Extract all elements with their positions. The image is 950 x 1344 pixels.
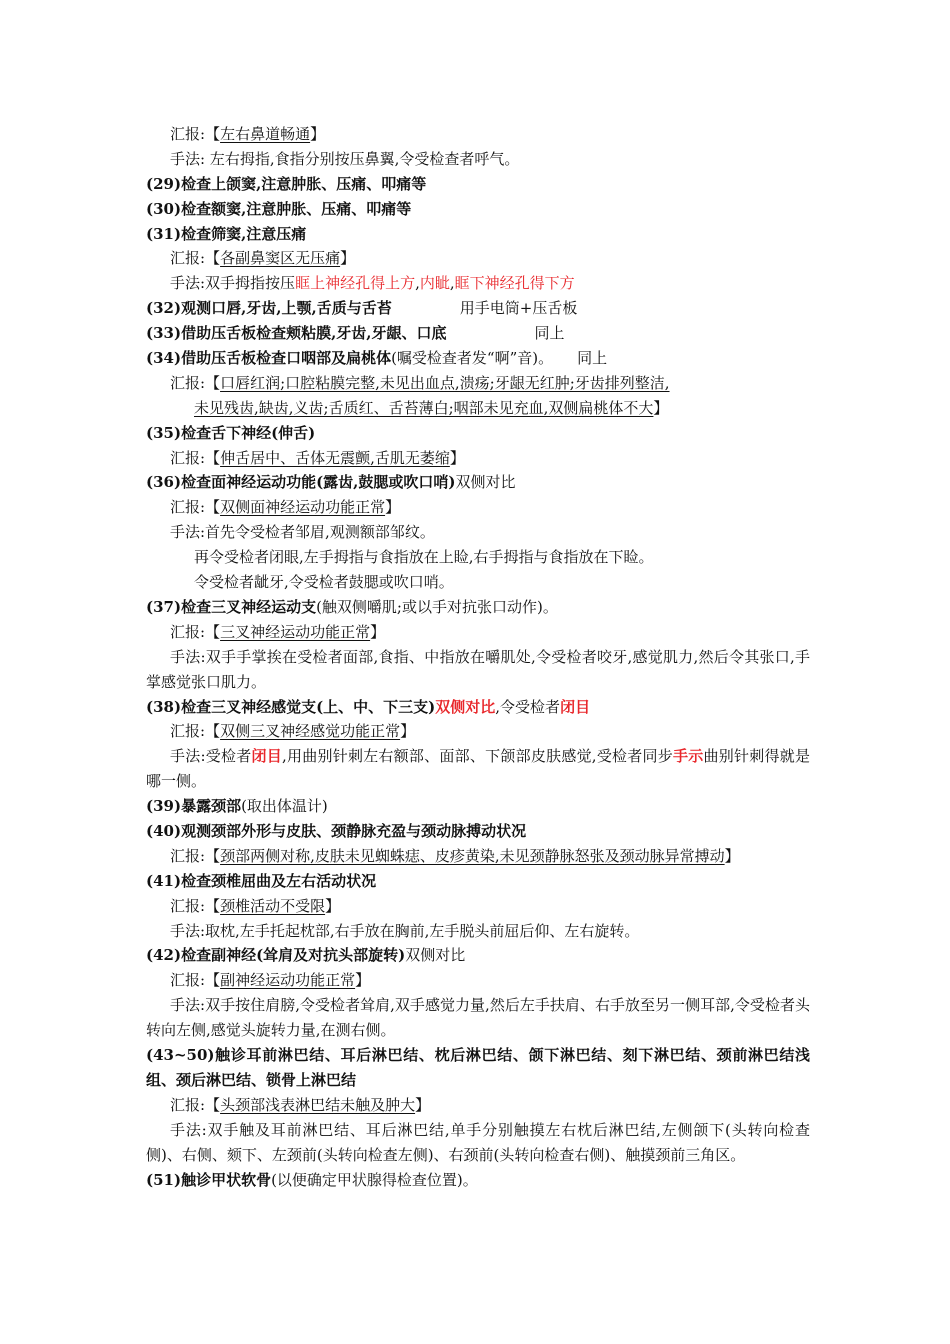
report-bracket: 】 xyxy=(449,448,465,467)
item-note: 同上 xyxy=(577,349,608,368)
report-text: 颈椎活动不受限 xyxy=(220,896,326,915)
report-line xyxy=(146,396,810,421)
item-title: (42)检查副神经(耸肩及对抗头部旋转) xyxy=(146,946,406,965)
document-body xyxy=(146,122,810,1192)
report-label: 汇报:【 xyxy=(170,1095,221,1114)
report-bracket: 】 xyxy=(340,249,356,268)
report-label: 汇报:【 xyxy=(170,125,221,143)
method-paragraph: 手法:双手手掌挨在受检者面部,食指、中指放在嚼肌处,令受检者咬牙,感觉肌力,然后令其张口,手掌感觉张口肌力。 xyxy=(146,647,810,691)
item-heading xyxy=(146,595,810,620)
item-title: (32)观测口唇,牙齿,上颚,舌质与舌苔 xyxy=(146,299,392,318)
report-line xyxy=(146,844,810,869)
method-text: 曲别针刺得就是哪一侧。 xyxy=(146,747,810,791)
report-text: 伸舌居中、舌体无震颤,舌肌无萎缩 xyxy=(220,448,450,467)
item-heading xyxy=(146,794,810,819)
item-note: 双侧对比 xyxy=(455,473,516,492)
report-bracket: 】 xyxy=(415,1095,431,1114)
report-line xyxy=(146,620,810,645)
item-heading xyxy=(146,346,810,371)
report-label: 汇报:【 xyxy=(170,373,221,392)
report-label: 汇报:【 xyxy=(170,722,221,741)
item-title: (39)暴露颈部 xyxy=(146,797,242,816)
report-line xyxy=(146,719,810,744)
report-bracket: 】 xyxy=(400,722,416,741)
item-heading xyxy=(146,296,810,321)
report-text: 三叉神经运动功能正常 xyxy=(220,622,371,641)
report-label: 汇报:【 xyxy=(170,249,221,268)
method-text: , xyxy=(449,274,455,293)
report-line xyxy=(146,446,810,471)
report-bracket: 】 xyxy=(370,622,386,641)
report-line xyxy=(146,968,810,993)
item-heading: (29)检查上颌窦,注意肿胀、压痛、叩痛等 xyxy=(146,174,427,193)
report-label: 汇报:【 xyxy=(170,971,221,990)
item-heading: (35)检查舌下神经(伸舌) xyxy=(146,423,316,442)
item-heading xyxy=(146,695,810,720)
report-bracket: 】 xyxy=(355,971,371,990)
method-paragraph: 手法:双手按住肩膀,令受检者耸肩,双手感觉力量,然后左手扶肩、右手放至另一侧耳部,令受检者头转向左侧,感觉头旋转力量,在测右侧。 xyxy=(146,996,810,1040)
method-text: , xyxy=(415,274,420,293)
method-text: 手法:受检者 xyxy=(170,747,252,766)
item-note: (取出体温计) xyxy=(241,797,328,816)
item-heading: (30)检查额窦,注意肿胀、压痛、叩痛等 xyxy=(146,199,412,218)
highlight-text: 内眦 xyxy=(419,274,450,293)
report-text: 颈部两侧对称,皮肤未见蜘蛛痣、皮疹黄染,未见颈静脉怒张及颈动脉异常搏动 xyxy=(220,846,725,865)
item-title: (38)检查三叉神经感觉支(上、中、下三支) xyxy=(146,697,436,716)
highlight-text: 双侧对比 xyxy=(435,697,496,716)
report-bracket: 】 xyxy=(310,125,326,143)
method-line: 令受检者龇牙,令受检者鼓腮或吹口哨。 xyxy=(194,573,454,592)
report-label: 汇报:【 xyxy=(170,896,221,915)
report-bracket: 】 xyxy=(653,398,669,417)
report-bracket: 】 xyxy=(385,498,401,517)
method-line: 手法:首先令受检者邹眉,观测额部邹纹。 xyxy=(170,523,435,542)
item-title: (33)借助压舌板检查颊粘膜,牙齿,牙龈、口底 xyxy=(146,324,447,343)
report-label: 汇报:【 xyxy=(170,846,221,865)
report-line xyxy=(146,371,810,396)
method-paragraph xyxy=(146,744,810,794)
item-heading: (43~50)触诊耳前淋巴结、耳后淋巴结、枕后淋巴结、颌下淋巴结、刻下淋巴结、颈前淋巴结浅组、颈后淋巴结、锁骨上淋巴结 xyxy=(146,1046,810,1089)
method-line: 再令受检者闭眼,左手拇指与食指放在上睑,右手拇指与食指放在下睑。 xyxy=(194,548,654,567)
item-heading xyxy=(146,1168,810,1193)
report-bracket: 】 xyxy=(325,896,341,915)
method-text: ,用曲别针刺左右额部、面部、下颌部皮肤感觉,受检者同步 xyxy=(281,747,674,766)
item-title: (34)借助压舌板检查口咽部及扁桃体 xyxy=(146,349,392,368)
report-line xyxy=(146,1093,810,1118)
report-bracket: 】 xyxy=(724,846,740,865)
item-heading: (40)观测颈部外形与皮肤、颈静脉充盈与颈动脉搏动状况 xyxy=(146,822,527,840)
item-note: ,令受检者 xyxy=(495,697,561,716)
item-note: (触双侧嚼肌;或以手对抗张口动作)。 xyxy=(316,597,558,616)
report-line xyxy=(146,495,810,520)
report-text: 双侧面神经运动功能正常 xyxy=(220,498,386,517)
item-title: (37)检查三叉神经运动支 xyxy=(146,597,317,616)
report-line xyxy=(146,122,810,147)
report-text: 双侧三叉神经感觉功能正常 xyxy=(220,722,401,741)
item-note: 双侧对比 xyxy=(405,946,466,965)
item-heading xyxy=(146,321,810,346)
item-title: (36)检查面神经运动功能(露齿,鼓腮或吹口哨) xyxy=(146,473,456,492)
report-text: 头颈部浅表淋巴结未触及肿大 xyxy=(220,1095,416,1114)
report-text: 未见残齿,缺齿,义齿;舌质红、舌苔薄白;咽部未见充血,双侧扁桃体不大 xyxy=(194,398,654,417)
item-heading xyxy=(146,943,810,968)
report-text: 口唇红润;口腔粘膜完整,未见出血点,溃疡;牙龈无红肿;牙齿排列整洁, xyxy=(220,373,670,392)
highlight-text: 闭目 xyxy=(251,747,282,766)
method-line xyxy=(146,271,810,296)
report-label: 汇报:【 xyxy=(170,448,221,467)
highlight-text: 眶下神经孔得下方 xyxy=(454,274,575,293)
item-note: 同上 xyxy=(534,324,565,343)
item-heading: (31)检查筛窦,注意压痛 xyxy=(146,224,307,243)
item-note: (嘱受检查者发“啊”音)。 xyxy=(391,349,554,368)
highlight-text: 眶上神经孔得上方 xyxy=(295,274,416,293)
report-line xyxy=(146,246,810,271)
method-line: 手法: 左右拇指,食指分别按压鼻翼,令受检查者呼气。 xyxy=(170,149,520,168)
report-label: 汇报:【 xyxy=(170,622,221,641)
item-title: (51)触诊甲状软骨 xyxy=(146,1170,272,1189)
item-note: (以便确定甲状腺得检查位置)。 xyxy=(271,1170,478,1189)
report-line xyxy=(146,894,810,919)
method-text: 手法:双手拇指按压 xyxy=(170,274,296,293)
report-text: 各副鼻窦区无压痛 xyxy=(220,249,341,268)
report-label: 汇报:【 xyxy=(170,498,221,517)
item-heading xyxy=(146,470,810,495)
method-line: 手法:取枕,左手托起枕部,右手放在胸前,左手脱头前屈后仰、左右旋转。 xyxy=(170,921,640,940)
item-note: 用手电筒+压舌板 xyxy=(459,299,578,318)
highlight-text: 手示 xyxy=(673,747,704,766)
highlight-text: 闭目 xyxy=(560,697,591,716)
report-text: 左右鼻道畅通 xyxy=(220,125,311,143)
report-text: 副神经运动功能正常 xyxy=(220,971,356,990)
item-heading: (41)检查颈椎屈曲及左右活动状况 xyxy=(146,871,377,890)
method-paragraph: 手法:双手触及耳前淋巴结、耳后淋巴结,单手分别触摸左右枕后淋巴结,左侧颌下(头转向检查侧)、右侧、颏下、左颈前(头转向检查左侧)、右颈前(头转向检查右侧)、触摸颈前三角区。 xyxy=(146,1120,810,1164)
